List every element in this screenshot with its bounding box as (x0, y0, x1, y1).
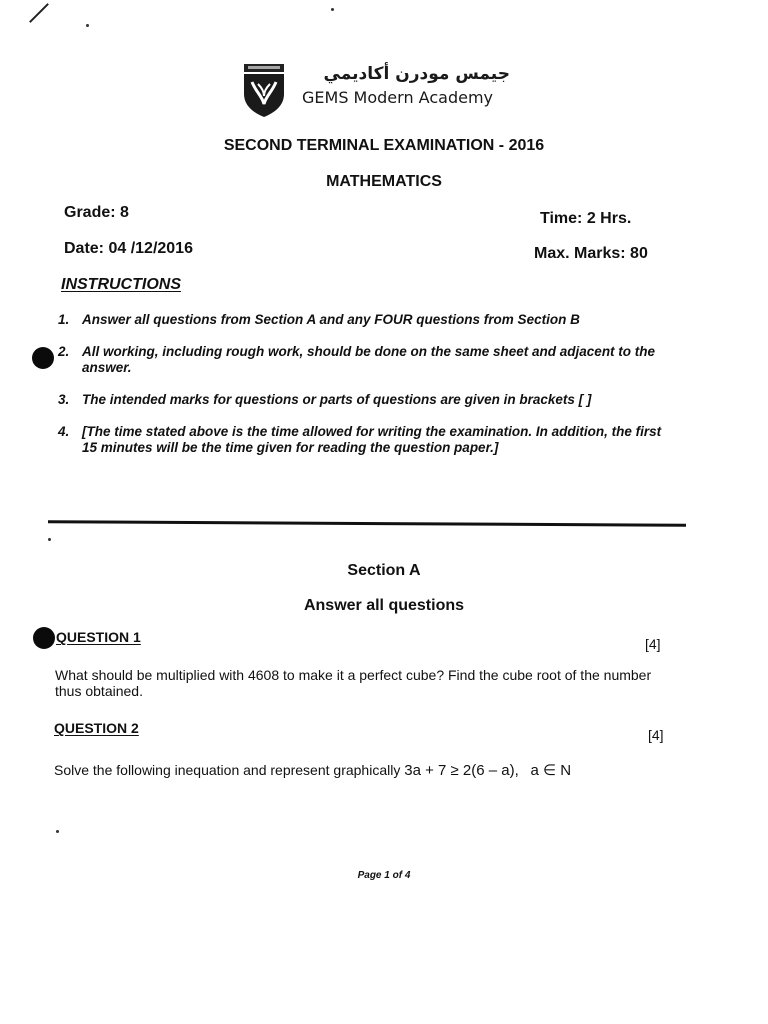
instruction-item (58, 344, 678, 376)
instruction-number: 4. (58, 424, 70, 439)
scan-dot (86, 24, 89, 27)
shield-crest-icon (240, 62, 288, 118)
instruction-number: 1. (58, 312, 70, 327)
question-2-label: QUESTION 2 (54, 720, 139, 736)
max-marks-label: Max. Marks: 80 (534, 245, 648, 262)
instruction-item (58, 424, 678, 456)
instruction-item (58, 392, 678, 408)
instruction-text: The intended marks for questions or parts of questions are given in brackets [ ] (82, 392, 592, 407)
question-2-domain: a ∈ N (530, 762, 572, 779)
scan-dot (48, 538, 51, 541)
exam-title: SECOND TERMINAL EXAMINATION - 2016 (223, 137, 545, 154)
question-2-text (54, 762, 694, 779)
page-number: Page 1 of 4 (357, 870, 411, 881)
section-subtitle: Answer all questions (303, 597, 465, 614)
instruction-number: 3. (58, 392, 70, 407)
grade-label: Grade: 8 (64, 204, 129, 221)
punch-hole (33, 627, 55, 649)
instructions-heading: INSTRUCTIONS (61, 276, 181, 293)
school-name-english: GEMS Modern Academy (302, 88, 493, 107)
instruction-text: All working, including rough work, should be done on the same sheet and adjacent to the answer. (82, 344, 656, 375)
exam-subject: MATHEMATICS (326, 173, 442, 190)
question-1-label: QUESTION 1 (56, 629, 141, 645)
school-logo (240, 62, 540, 120)
question-1-marks: [4] (645, 636, 661, 652)
instruction-text: [The time stated above is the time allowed for writing the examination. In addition, the first 15 minutes will be the time given for reading the question paper.] (82, 424, 662, 455)
question-2-marks: [4] (648, 727, 664, 743)
question-1-text: What should be multiplied with 4608 to make it a perfect cube? Find the cube root of the number thus obtained. (55, 667, 652, 699)
school-name-arabic: جيمس مودرن أكاديمي (323, 64, 510, 84)
section-divider (48, 520, 686, 527)
question-2-prompt: Solve the following inequation and represent graphically (54, 762, 401, 778)
instructions-list (58, 312, 678, 472)
time-label: Time: 2 Hrs. (540, 210, 632, 227)
question-2-inequation: 3a + 7 ≥ 2(6 – a), (404, 762, 519, 779)
scan-stroke (29, 3, 49, 23)
section-title: Section A (347, 562, 421, 579)
scan-dot (331, 8, 334, 11)
instruction-number: 2. (58, 344, 70, 359)
punch-hole (32, 347, 54, 369)
instruction-text: Answer all questions from Section A and any FOUR questions from Section B (82, 312, 580, 327)
instruction-item (58, 312, 678, 328)
scan-dot (56, 830, 59, 833)
date-label: Date: 04 /12/2016 (64, 240, 193, 257)
